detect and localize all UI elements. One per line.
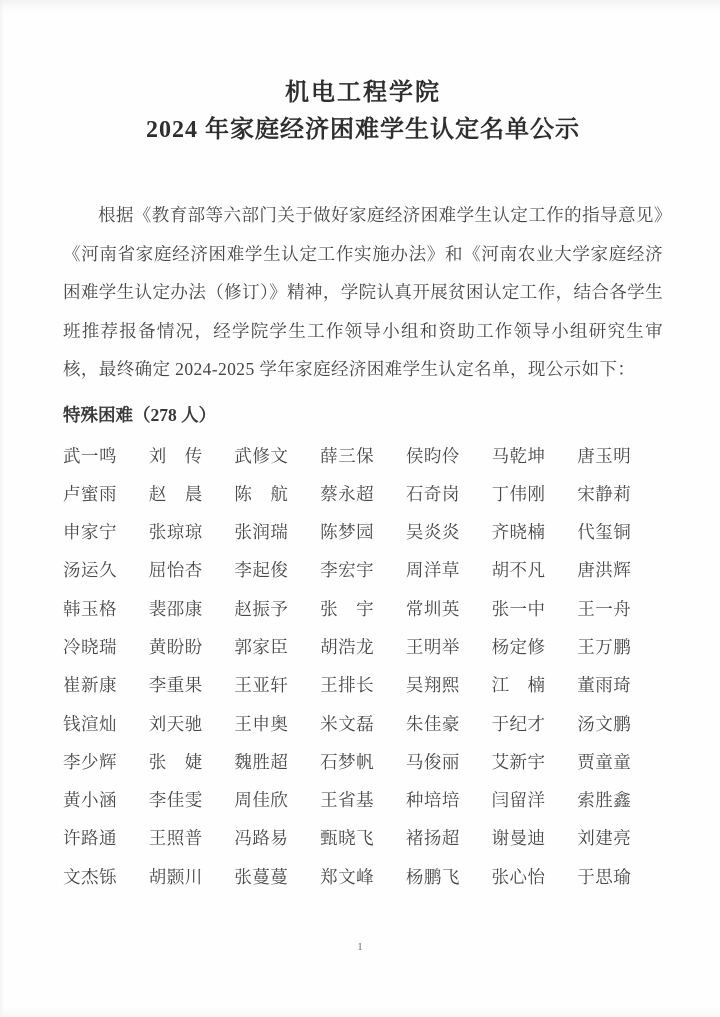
student-name: 谢曼迪 bbox=[491, 828, 546, 849]
student-name: 宋静莉 bbox=[577, 483, 632, 504]
student-name: 索胜鑫 bbox=[577, 790, 632, 811]
student-name: 常圳英 bbox=[405, 598, 460, 619]
student-name: 于思瑜 bbox=[577, 866, 632, 887]
student-name: 张润瑞 bbox=[234, 522, 289, 543]
student-name: 石梦帆 bbox=[320, 751, 375, 772]
student-name: 唐洪辉 bbox=[577, 560, 632, 581]
student-name: 张 婕 bbox=[148, 751, 203, 772]
student-name: 石奇岗 bbox=[405, 483, 460, 504]
student-name: 张琼琼 bbox=[148, 522, 203, 543]
student-name: 郭家臣 bbox=[234, 636, 289, 657]
student-name: 黄小涵 bbox=[63, 790, 117, 811]
student-name: 黄盼盼 bbox=[148, 636, 203, 657]
student-name: 赵 晨 bbox=[148, 483, 203, 504]
student-name: 屈怡杏 bbox=[148, 560, 203, 581]
document-content bbox=[63, 0, 663, 896]
student-name: 刘 传 bbox=[148, 445, 203, 466]
student-name: 李重果 bbox=[148, 675, 203, 696]
title-announcement: 2024 年家庭经济困难学生认定名单公示 bbox=[146, 117, 580, 143]
student-name: 赵振予 bbox=[234, 598, 289, 619]
student-name: 吴翔熙 bbox=[405, 675, 460, 696]
student-name: 卢蜜雨 bbox=[63, 483, 117, 504]
student-name: 许路通 bbox=[63, 828, 117, 849]
student-name: 陈梦园 bbox=[320, 522, 375, 543]
student-name: 武修文 bbox=[234, 445, 289, 466]
student-name: 钱渲灿 bbox=[63, 713, 117, 734]
student-name: 种培培 bbox=[405, 790, 460, 811]
student-name: 汤运久 bbox=[63, 560, 117, 581]
student-name: 郑文峰 bbox=[320, 866, 375, 887]
intro-paragraph: 根据《教育部等六部门关于做好家庭经济困难学生认定工作的指导意见》《河南省家庭经济困难学生认定工作实施办法》和《河南农业大学家庭经济困难学生认定办法（修订）》精神，学院认真开展贫困认定工作，结合各学生班推荐报备情况，经学院学生工作领导小组和资助工作领导小组研究生审核，最终确定 2024-2025 学年家庭经济困难学生认定名单，现公示如下： bbox=[63, 205, 663, 379]
student-name: 王明举 bbox=[405, 636, 460, 657]
student-name: 闫留洋 bbox=[491, 790, 546, 811]
document-title bbox=[63, 76, 663, 150]
student-name: 王一舟 bbox=[577, 598, 632, 619]
student-name: 米文磊 bbox=[320, 713, 375, 734]
page-number: 1 bbox=[357, 941, 363, 953]
student-name: 文杰铄 bbox=[63, 866, 117, 887]
student-name: 王排长 bbox=[320, 675, 375, 696]
student-name: 裴邵康 bbox=[148, 598, 203, 619]
student-name: 魏胜超 bbox=[234, 751, 289, 772]
student-name: 崔新康 bbox=[63, 675, 117, 696]
student-name: 王照普 bbox=[148, 828, 203, 849]
student-name: 唐玉明 bbox=[577, 445, 632, 466]
student-name: 李少辉 bbox=[63, 751, 117, 772]
student-name: 马乾坤 bbox=[491, 445, 546, 466]
student-name: 张心怡 bbox=[491, 866, 546, 887]
student-name: 杨鹏飞 bbox=[405, 866, 460, 887]
student-name: 褚扬超 bbox=[405, 828, 460, 849]
student-name: 陈 航 bbox=[234, 483, 289, 504]
student-name: 于纪才 bbox=[491, 713, 546, 734]
student-name: 薛三保 bbox=[320, 445, 375, 466]
student-name: 吴炎炎 bbox=[405, 522, 460, 543]
student-name: 李宏宇 bbox=[320, 560, 375, 581]
student-name: 李起俊 bbox=[234, 560, 289, 581]
student-name: 张 宇 bbox=[320, 598, 375, 619]
student-name: 蔡永超 bbox=[320, 483, 375, 504]
student-name: 江 楠 bbox=[491, 675, 546, 696]
title-college-name: 机电工程学院 bbox=[285, 80, 441, 106]
student-name: 胡浩龙 bbox=[320, 636, 375, 657]
student-name: 冯路易 bbox=[234, 828, 289, 849]
student-name: 王亚轩 bbox=[234, 675, 289, 696]
student-name: 齐晓楠 bbox=[491, 522, 546, 543]
student-name: 丁伟刚 bbox=[491, 483, 546, 504]
student-name: 周洋草 bbox=[405, 560, 460, 581]
student-name: 韩玉格 bbox=[63, 598, 117, 619]
student-name: 马俊丽 bbox=[405, 751, 460, 772]
student-name: 杨定修 bbox=[491, 636, 546, 657]
student-name: 武一鸣 bbox=[63, 445, 117, 466]
student-name-grid bbox=[63, 437, 663, 897]
student-name: 侯昀伶 bbox=[405, 445, 460, 466]
student-name: 胡不凡 bbox=[491, 560, 546, 581]
student-name: 张蔓蔓 bbox=[234, 866, 289, 887]
student-name: 王申奥 bbox=[234, 713, 289, 734]
student-name: 刘天驰 bbox=[148, 713, 203, 734]
student-name: 张一中 bbox=[491, 598, 546, 619]
student-name: 甄晓飞 bbox=[320, 828, 375, 849]
student-name: 申家宁 bbox=[63, 522, 117, 543]
student-name: 胡颢川 bbox=[148, 866, 203, 887]
student-name: 冷晓瑞 bbox=[63, 636, 117, 657]
student-name: 汤文鹏 bbox=[577, 713, 632, 734]
student-name: 贾童童 bbox=[577, 751, 632, 772]
student-name: 王省基 bbox=[320, 790, 375, 811]
student-name: 刘建亮 bbox=[577, 828, 632, 849]
section-heading-special-difficulty: 特殊困难（278 人） bbox=[63, 404, 217, 425]
student-name: 李佳雯 bbox=[148, 790, 203, 811]
student-name: 周佳欣 bbox=[234, 790, 289, 811]
student-name: 董雨琦 bbox=[577, 675, 632, 696]
student-name: 代玺铜 bbox=[577, 522, 632, 543]
student-name: 艾新宇 bbox=[491, 751, 546, 772]
student-name: 王万鹏 bbox=[577, 636, 632, 657]
student-name: 朱佳豪 bbox=[405, 713, 460, 734]
